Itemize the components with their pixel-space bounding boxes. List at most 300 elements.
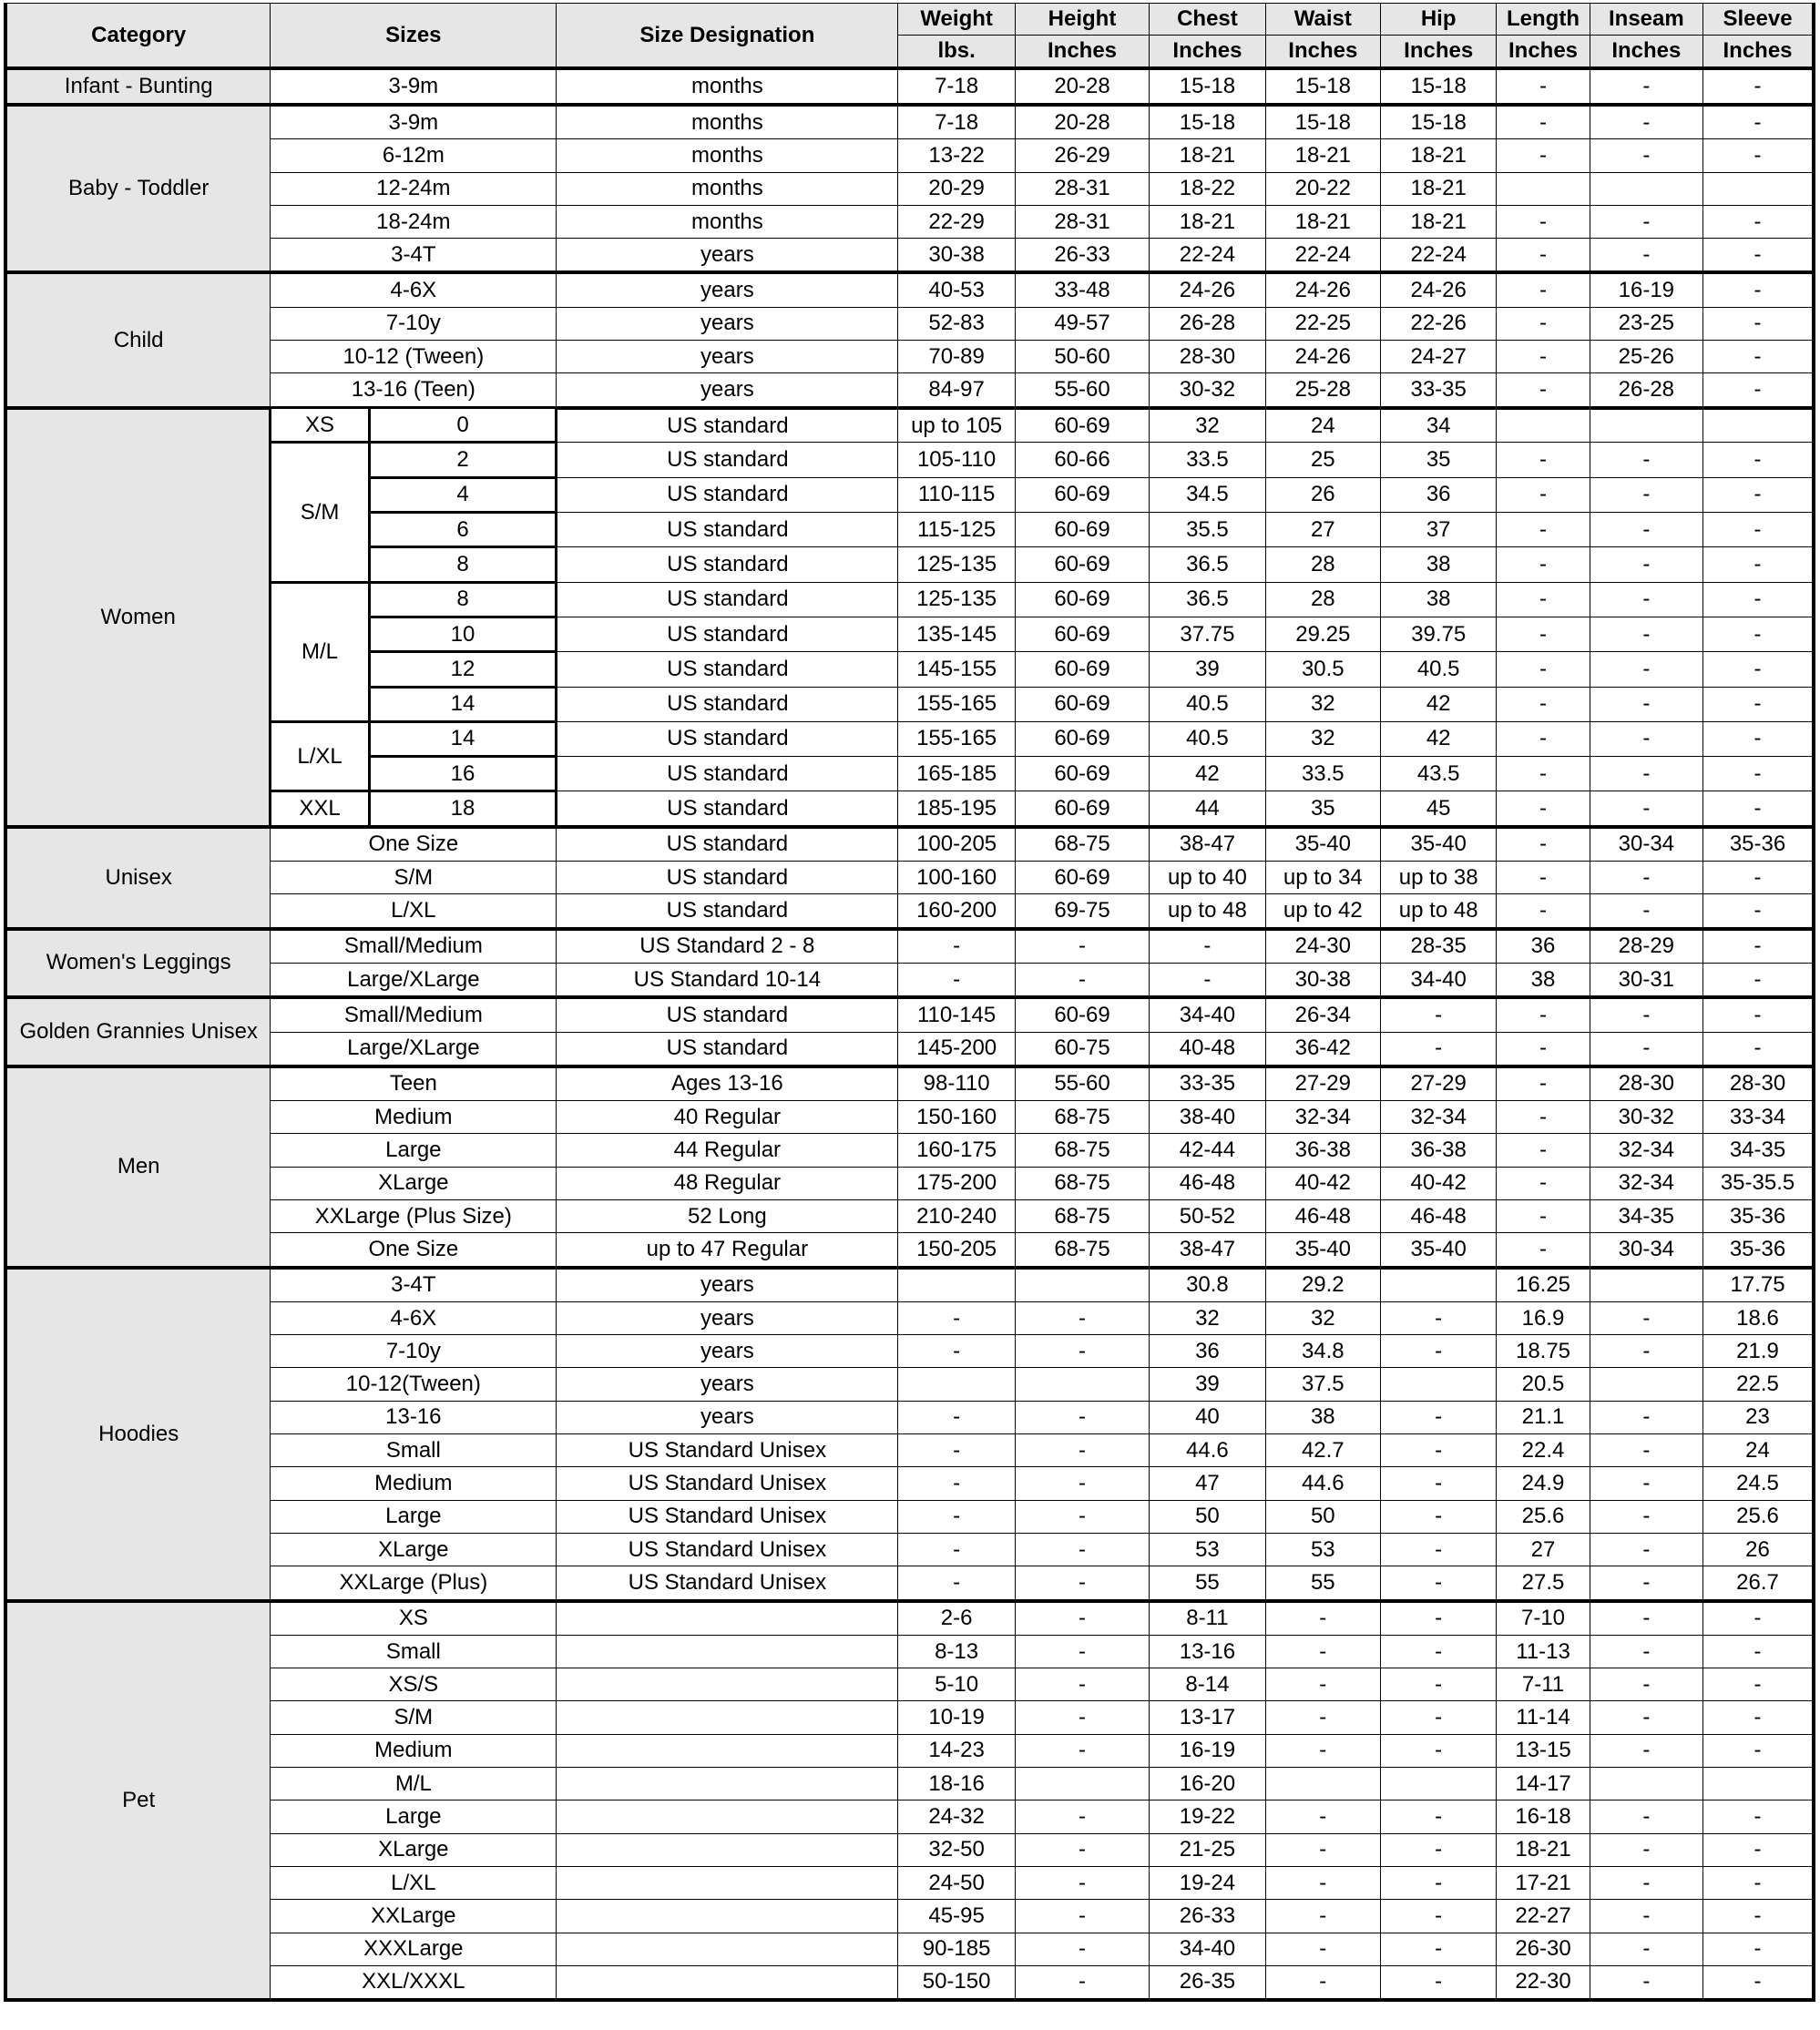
table-row xyxy=(5,1566,1814,1601)
length-cell: - xyxy=(1497,894,1590,929)
chest-cell: 40.5 xyxy=(1150,721,1265,756)
size-cell: 13-16 (Teen) xyxy=(271,373,557,408)
hip-cell: 38 xyxy=(1380,582,1496,617)
chest-cell: 21-25 xyxy=(1150,1833,1265,1866)
weight-cell: - xyxy=(898,1467,1015,1500)
chest-cell: 18-21 xyxy=(1150,139,1265,172)
table-row xyxy=(5,1800,1814,1833)
chest-cell: 53 xyxy=(1150,1533,1265,1566)
weight-cell: 52-83 xyxy=(898,307,1015,340)
chest-cell: 18-21 xyxy=(1150,205,1265,238)
chest-cell: 8-11 xyxy=(1150,1601,1265,1636)
table-row xyxy=(5,139,1814,172)
designation-cell: US standard xyxy=(557,477,898,512)
hip-cell: - xyxy=(1380,1401,1496,1433)
weight-cell: - xyxy=(898,1401,1015,1433)
waist-cell: 50 xyxy=(1265,1500,1380,1533)
inseam-cell: 30-31 xyxy=(1590,963,1702,997)
table-row xyxy=(5,929,1814,964)
category-cell: Women xyxy=(5,408,271,827)
height-cell: 60-69 xyxy=(1015,408,1149,443)
size-cell: S/M xyxy=(271,862,557,894)
sleeve-cell: - xyxy=(1703,1635,1814,1668)
chest-cell: 30.8 xyxy=(1150,1268,1265,1302)
sleeve-cell: - xyxy=(1703,68,1814,105)
chest-cell: 30-32 xyxy=(1150,373,1265,408)
chest-cell: 35.5 xyxy=(1150,513,1265,547)
table-row xyxy=(5,1335,1814,1368)
hip-cell: 43.5 xyxy=(1380,757,1496,791)
chest-cell: 13-16 xyxy=(1150,1635,1265,1668)
waist-cell: 20-22 xyxy=(1265,172,1380,205)
chest-cell: 18-22 xyxy=(1150,172,1265,205)
hip-cell: 34 xyxy=(1380,408,1496,443)
weight-cell: 2-6 xyxy=(898,1601,1015,1636)
waist-cell: 33.5 xyxy=(1265,757,1380,791)
waist-cell: 24 xyxy=(1265,408,1380,443)
height-cell xyxy=(1015,1268,1149,1302)
length-cell: - xyxy=(1497,68,1590,105)
hip-cell: up to 38 xyxy=(1380,862,1496,894)
weight-cell: 155-165 xyxy=(898,687,1015,721)
weight-cell: up to 105 xyxy=(898,408,1015,443)
inseam-cell: - xyxy=(1590,1335,1702,1368)
table-row xyxy=(5,443,1814,477)
weight-cell: 145-155 xyxy=(898,652,1015,687)
sleeve-cell: - xyxy=(1703,1866,1814,1899)
sleeve-cell: - xyxy=(1703,1701,1814,1734)
table-row xyxy=(5,1900,1814,1933)
length-cell: 7-10 xyxy=(1497,1601,1590,1636)
waist-cell: 18-21 xyxy=(1265,139,1380,172)
chest-cell: 22-24 xyxy=(1150,239,1265,273)
size-cell: Large xyxy=(271,1800,557,1833)
length-cell: 36 xyxy=(1497,929,1590,964)
header-sleeve-unit: Inches xyxy=(1703,36,1814,69)
height-cell: 20-28 xyxy=(1015,105,1149,139)
chest-cell: 39 xyxy=(1150,1368,1265,1401)
hip-cell: 27-29 xyxy=(1380,1066,1496,1101)
inseam-cell: - xyxy=(1590,1833,1702,1866)
designation-cell: US Standard Unisex xyxy=(557,1434,898,1467)
height-cell: - xyxy=(1015,1301,1149,1334)
weight-cell: 40-53 xyxy=(898,272,1015,307)
length-cell: - xyxy=(1497,547,1590,582)
height-cell: - xyxy=(1015,1833,1149,1866)
hip-cell: - xyxy=(1380,1833,1496,1866)
table-row xyxy=(5,1268,1814,1302)
weight-cell: 150-160 xyxy=(898,1101,1015,1134)
length-cell: 24.9 xyxy=(1497,1467,1590,1500)
waist-cell: - xyxy=(1265,1734,1380,1767)
height-cell: 60-69 xyxy=(1015,547,1149,582)
header-waist: Waist xyxy=(1265,4,1380,36)
designation-cell xyxy=(557,1965,898,2000)
length-cell: - xyxy=(1497,1032,1590,1066)
sleeve-cell: 23 xyxy=(1703,1401,1814,1433)
designation-cell xyxy=(557,1701,898,1734)
waist-cell: 34.8 xyxy=(1265,1335,1380,1368)
weight-cell: 5-10 xyxy=(898,1668,1015,1701)
length-cell: - xyxy=(1497,687,1590,721)
hip-cell: 40-42 xyxy=(1380,1167,1496,1199)
inseam-cell: - xyxy=(1590,1434,1702,1467)
inseam-cell: - xyxy=(1590,1401,1702,1433)
inseam-cell xyxy=(1590,408,1702,443)
weight-cell: - xyxy=(898,1533,1015,1566)
weight-cell: 8-13 xyxy=(898,1635,1015,1668)
chest-cell: up to 40 xyxy=(1150,862,1265,894)
chest-cell: 33.5 xyxy=(1150,443,1265,477)
sleeve-cell: - xyxy=(1703,929,1814,964)
header-weight: Weight xyxy=(898,4,1015,36)
sleeve-cell: - xyxy=(1703,1900,1814,1933)
weight-cell: 115-125 xyxy=(898,513,1015,547)
size-cell: Large/XLarge xyxy=(271,963,557,997)
table-row xyxy=(5,1965,1814,2000)
chest-cell: 50-52 xyxy=(1150,1200,1265,1233)
designation-cell: years xyxy=(557,239,898,273)
sleeve-cell: 24 xyxy=(1703,1434,1814,1467)
height-cell: 55-60 xyxy=(1015,373,1149,408)
inseam-cell: - xyxy=(1590,547,1702,582)
table-row xyxy=(5,1701,1814,1734)
header-chest: Chest xyxy=(1150,4,1265,36)
height-cell: 68-75 xyxy=(1015,1101,1149,1134)
length-cell: 22-27 xyxy=(1497,1900,1590,1933)
designation-cell: US standard xyxy=(557,757,898,791)
waist-cell: - xyxy=(1265,1900,1380,1933)
inseam-cell: - xyxy=(1590,1301,1702,1334)
designation-cell: years xyxy=(557,272,898,307)
length-cell: 22-30 xyxy=(1497,1965,1590,2000)
category-cell: Infant - Bunting xyxy=(5,68,271,105)
hip-cell: 24-27 xyxy=(1380,341,1496,373)
size-cell: 4-6X xyxy=(271,272,557,307)
waist-cell: 46-48 xyxy=(1265,1200,1380,1233)
header-waist-unit: Inches xyxy=(1265,36,1380,69)
chest-cell: 26-35 xyxy=(1150,1965,1265,2000)
length-cell: - xyxy=(1497,617,1590,651)
hip-cell: - xyxy=(1380,1965,1496,2000)
hip-cell: 32-34 xyxy=(1380,1101,1496,1134)
weight-cell: 14-23 xyxy=(898,1734,1015,1767)
table-row xyxy=(5,1833,1814,1866)
sleeve-cell: 26.7 xyxy=(1703,1566,1814,1601)
size-cell: Small/Medium xyxy=(271,929,557,964)
chest-cell: 36 xyxy=(1150,1335,1265,1368)
header-inseam-unit: Inches xyxy=(1590,36,1702,69)
height-cell: 60-69 xyxy=(1015,757,1149,791)
weight-cell xyxy=(898,1368,1015,1401)
designation-cell: 44 Regular xyxy=(557,1134,898,1167)
table-row xyxy=(5,408,1814,443)
hip-cell: 34-40 xyxy=(1380,963,1496,997)
inseam-cell: - xyxy=(1590,1566,1702,1601)
chest-cell: 37.75 xyxy=(1150,617,1265,651)
sleeve-cell: - xyxy=(1703,341,1814,373)
designation-cell xyxy=(557,1933,898,1965)
length-cell: 16.25 xyxy=(1497,1268,1590,1302)
waist-cell: 22-24 xyxy=(1265,239,1380,273)
chest-cell: - xyxy=(1150,963,1265,997)
chest-cell: 26-28 xyxy=(1150,307,1265,340)
chest-cell: 19-24 xyxy=(1150,1866,1265,1899)
inseam-cell: - xyxy=(1590,1800,1702,1833)
sleeve-cell: - xyxy=(1703,1800,1814,1833)
category-cell: Women's Leggings xyxy=(5,929,271,998)
category-cell: Hoodies xyxy=(5,1268,271,1601)
size-cell: 7-10y xyxy=(271,1335,557,1368)
height-cell: 60-69 xyxy=(1015,862,1149,894)
hip-cell: 45 xyxy=(1380,791,1496,827)
weight-cell: 145-200 xyxy=(898,1032,1015,1066)
hip-cell: 28-35 xyxy=(1380,929,1496,964)
weight-cell: 185-195 xyxy=(898,791,1015,827)
table-row xyxy=(5,105,1814,139)
inseam-cell xyxy=(1590,1768,1702,1800)
weight-cell: 100-205 xyxy=(898,827,1015,862)
weight-cell: 98-110 xyxy=(898,1066,1015,1101)
weight-cell: 105-110 xyxy=(898,443,1015,477)
waist-cell: 32 xyxy=(1265,721,1380,756)
weight-cell: 45-95 xyxy=(898,1900,1015,1933)
size-cell: 13-16 xyxy=(271,1401,557,1433)
size-cell: XS/S xyxy=(271,1668,557,1701)
table-row xyxy=(5,1134,1814,1167)
weight-cell: 10-19 xyxy=(898,1701,1015,1734)
chest-cell: 34.5 xyxy=(1150,477,1265,512)
length-cell: 26-30 xyxy=(1497,1933,1590,1965)
inseam-cell: - xyxy=(1590,721,1702,756)
height-cell: - xyxy=(1015,1533,1149,1566)
length-cell: 25.6 xyxy=(1497,1500,1590,1533)
chest-cell: 46-48 xyxy=(1150,1167,1265,1199)
inseam-cell: 30-34 xyxy=(1590,1233,1702,1268)
chest-cell: 39 xyxy=(1150,652,1265,687)
table-row xyxy=(5,1500,1814,1533)
size-cell: Large/XLarge xyxy=(271,1032,557,1066)
size-cell: 14 xyxy=(369,687,557,721)
size-group-cell: S/M xyxy=(271,443,369,582)
weight-cell: 13-22 xyxy=(898,139,1015,172)
sleeve-cell: - xyxy=(1703,652,1814,687)
table-row xyxy=(5,1301,1814,1334)
size-cell: 6-12m xyxy=(271,139,557,172)
length-cell: 11-14 xyxy=(1497,1701,1590,1734)
weight-cell: 100-160 xyxy=(898,862,1015,894)
waist-cell: - xyxy=(1265,1833,1380,1866)
sleeve-cell: 26 xyxy=(1703,1533,1814,1566)
length-cell: - xyxy=(1497,791,1590,827)
chest-cell: 34-40 xyxy=(1150,997,1265,1032)
category-cell: Pet xyxy=(5,1601,271,2001)
weight-cell: - xyxy=(898,1301,1015,1334)
inseam-cell: 16-19 xyxy=(1590,272,1702,307)
designation-cell: years xyxy=(557,1301,898,1334)
chest-cell: 38-47 xyxy=(1150,827,1265,862)
chest-cell: 19-22 xyxy=(1150,1800,1265,1833)
inseam-cell: - xyxy=(1590,239,1702,273)
table-row xyxy=(5,721,1814,756)
hip-cell: - xyxy=(1380,1933,1496,1965)
sleeve-cell: - xyxy=(1703,105,1814,139)
sleeve-cell: 22.5 xyxy=(1703,1368,1814,1401)
table-row xyxy=(5,373,1814,408)
waist-cell: 38 xyxy=(1265,1401,1380,1433)
category-cell: Golden Grannies Unisex xyxy=(5,997,271,1066)
size-cell: XLarge xyxy=(271,1533,557,1566)
designation-cell: US standard xyxy=(557,617,898,651)
height-cell: - xyxy=(1015,1434,1149,1467)
inseam-cell: - xyxy=(1590,477,1702,512)
waist-cell: 27-29 xyxy=(1265,1066,1380,1101)
length-cell: - xyxy=(1497,307,1590,340)
sleeve-cell: - xyxy=(1703,617,1814,651)
hip-cell: 15-18 xyxy=(1380,68,1496,105)
size-cell: 12 xyxy=(369,652,557,687)
inseam-cell: 25-26 xyxy=(1590,341,1702,373)
height-cell: - xyxy=(1015,1734,1149,1767)
sleeve-cell: - xyxy=(1703,239,1814,273)
height-cell: - xyxy=(1015,1601,1149,1636)
hip-cell: - xyxy=(1380,1701,1496,1734)
waist-cell: 28 xyxy=(1265,582,1380,617)
hip-cell: - xyxy=(1380,1601,1496,1636)
designation-cell: US standard xyxy=(557,687,898,721)
length-cell: 22.4 xyxy=(1497,1434,1590,1467)
inseam-cell: - xyxy=(1590,757,1702,791)
inseam-cell: 28-30 xyxy=(1590,1066,1702,1101)
height-cell: 49-57 xyxy=(1015,307,1149,340)
size-cell: 14 xyxy=(369,721,557,756)
designation-cell xyxy=(557,1635,898,1668)
length-cell xyxy=(1497,172,1590,205)
height-cell: 60-69 xyxy=(1015,617,1149,651)
sleeve-cell: 18.6 xyxy=(1703,1301,1814,1334)
chest-cell: 44 xyxy=(1150,791,1265,827)
designation-cell: 52 Long xyxy=(557,1200,898,1233)
size-cell: L/XL xyxy=(271,894,557,929)
designation-cell xyxy=(557,1866,898,1899)
header-size-designation: Size Designation xyxy=(557,4,898,69)
weight-cell: 7-18 xyxy=(898,68,1015,105)
inseam-cell: - xyxy=(1590,1635,1702,1668)
height-cell: 50-60 xyxy=(1015,341,1149,373)
table-row xyxy=(5,1635,1814,1668)
waist-cell: 29.25 xyxy=(1265,617,1380,651)
chest-cell: 40 xyxy=(1150,1401,1265,1433)
height-cell: - xyxy=(1015,1401,1149,1433)
header-hip: Hip xyxy=(1380,4,1496,36)
hip-cell: - xyxy=(1380,1800,1496,1833)
chest-cell: 15-18 xyxy=(1150,68,1265,105)
designation-cell: US standard xyxy=(557,513,898,547)
length-cell: - xyxy=(1497,272,1590,307)
designation-cell: US Standard 2 - 8 xyxy=(557,929,898,964)
weight-cell: 24-32 xyxy=(898,1800,1015,1833)
size-group-cell: XS xyxy=(271,408,369,443)
waist-cell: 26 xyxy=(1265,477,1380,512)
sleeve-cell: - xyxy=(1703,477,1814,512)
waist-cell: - xyxy=(1265,1933,1380,1965)
weight-cell: - xyxy=(898,963,1015,997)
weight-cell: 155-165 xyxy=(898,721,1015,756)
sleeve-cell: 35-36 xyxy=(1703,1233,1814,1268)
height-cell: - xyxy=(1015,1668,1149,1701)
table-row xyxy=(5,894,1814,929)
height-cell: 60-69 xyxy=(1015,687,1149,721)
hip-cell xyxy=(1380,1368,1496,1401)
hip-cell: 46-48 xyxy=(1380,1200,1496,1233)
inseam-cell: - xyxy=(1590,1701,1702,1734)
sleeve-cell: - xyxy=(1703,757,1814,791)
height-cell: 60-69 xyxy=(1015,582,1149,617)
designation-cell xyxy=(557,1833,898,1866)
weight-cell: 210-240 xyxy=(898,1200,1015,1233)
designation-cell: US Standard 10-14 xyxy=(557,963,898,997)
height-cell: - xyxy=(1015,1467,1149,1500)
designation-cell: years xyxy=(557,1335,898,1368)
waist-cell: 25-28 xyxy=(1265,373,1380,408)
length-cell: 17-21 xyxy=(1497,1866,1590,1899)
weight-cell: 175-200 xyxy=(898,1167,1015,1199)
waist-cell: up to 42 xyxy=(1265,894,1380,929)
chest-cell: - xyxy=(1150,929,1265,964)
weight-cell: 32-50 xyxy=(898,1833,1015,1866)
table-row xyxy=(5,827,1814,862)
designation-cell: US standard xyxy=(557,1032,898,1066)
weight-cell xyxy=(898,1268,1015,1302)
length-cell: - xyxy=(1497,139,1590,172)
sleeve-cell xyxy=(1703,408,1814,443)
waist-cell: 42.7 xyxy=(1265,1434,1380,1467)
designation-cell xyxy=(557,1768,898,1800)
waist-cell: - xyxy=(1265,1866,1380,1899)
sleeve-cell: 33-34 xyxy=(1703,1101,1814,1134)
designation-cell: US standard xyxy=(557,582,898,617)
hip-cell: - xyxy=(1380,1900,1496,1933)
height-cell: 26-33 xyxy=(1015,239,1149,273)
table-row xyxy=(5,862,1814,894)
length-cell: - xyxy=(1497,721,1590,756)
height-cell: - xyxy=(1015,1866,1149,1899)
height-cell: 69-75 xyxy=(1015,894,1149,929)
hip-cell: 15-18 xyxy=(1380,105,1496,139)
inseam-cell: - xyxy=(1590,652,1702,687)
inseam-cell: 30-34 xyxy=(1590,827,1702,862)
waist-cell: 36-38 xyxy=(1265,1134,1380,1167)
size-cell: Small xyxy=(271,1635,557,1668)
inseam-cell: - xyxy=(1590,205,1702,238)
size-cell: S/M xyxy=(271,1701,557,1734)
size-cell: XS xyxy=(271,1601,557,1636)
height-cell: - xyxy=(1015,1900,1149,1933)
size-cell: 10-12(Tween) xyxy=(271,1368,557,1401)
sleeve-cell: 34-35 xyxy=(1703,1134,1814,1167)
hip-cell: - xyxy=(1380,1467,1496,1500)
designation-cell xyxy=(557,1601,898,1636)
hip-cell: 33-35 xyxy=(1380,373,1496,408)
category-cell: Baby - Toddler xyxy=(5,105,271,272)
sleeve-cell: 35-36 xyxy=(1703,1200,1814,1233)
chest-cell: 26-33 xyxy=(1150,1900,1265,1933)
sleeve-cell: 24.5 xyxy=(1703,1467,1814,1500)
waist-cell: 15-18 xyxy=(1265,105,1380,139)
table-row xyxy=(5,1200,1814,1233)
hip-cell: 40.5 xyxy=(1380,652,1496,687)
waist-cell: - xyxy=(1265,1635,1380,1668)
